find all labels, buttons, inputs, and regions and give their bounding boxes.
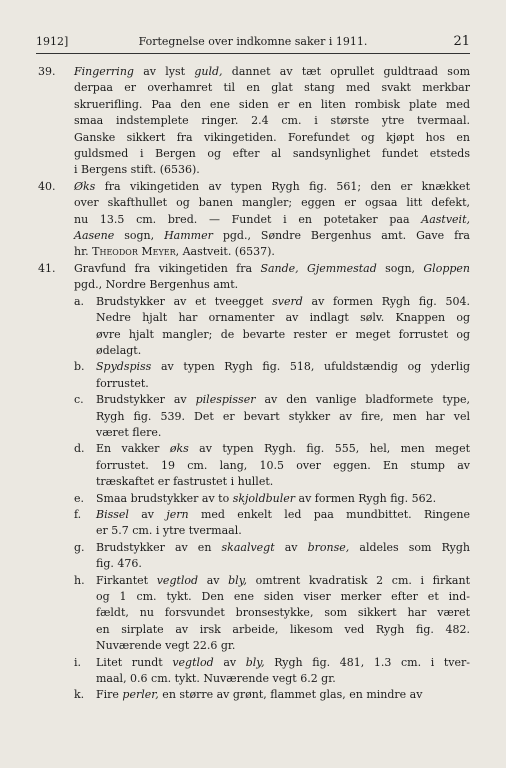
- sub-item-letter: h.: [74, 573, 85, 587]
- sub-item-letter: i.: [74, 655, 82, 669]
- text-line: [96, 622, 470, 638]
- page-number: 21: [453, 34, 470, 49]
- text-run: [299, 262, 307, 275]
- text-run: av: [213, 655, 246, 669]
- text-run: Litet rundt: [96, 655, 173, 669]
- sub-item-letter: g.: [74, 540, 85, 554]
- text-run: smaa indstemplete ringer. 2.4 cm. i største ytre tvermaal.: [74, 114, 470, 128]
- text-line: [96, 343, 470, 359]
- text-run: Theodor Meyer: [92, 245, 176, 259]
- header-year: 1912]: [36, 35, 69, 48]
- text-run: av formen Rygh fig. 504.: [302, 294, 471, 308]
- text-run: nu 13.5 cm. bred. — Fundet i en potetaker paa: [74, 212, 422, 226]
- catalog-sub-item: [38, 359, 470, 392]
- text-line: [74, 195, 470, 211]
- text-run: Brudstykker av en: [96, 540, 222, 554]
- italic-text: jern: [166, 507, 189, 521]
- catalog-entry: [38, 64, 470, 179]
- text-line: [96, 573, 470, 589]
- italic-text: Gjemmestad: [307, 261, 377, 275]
- entry-number: 39.: [38, 65, 56, 78]
- text-line: [96, 474, 470, 490]
- text-run: Rygh fig. 481, 1.3 cm. i tver-: [264, 655, 470, 669]
- catalog-sub-item: [38, 573, 470, 655]
- text-run: forrustet. 19 cm. lang, 10.5 over eggen. En stump av: [96, 458, 470, 472]
- text-run: skruerifling. Paa den ene siden er en liten rombisk plate med: [74, 97, 470, 111]
- text-run: været flere.: [96, 425, 162, 439]
- text-run: pgd., Nordre Bergenhus amt.: [74, 278, 239, 292]
- text-line: [74, 97, 470, 113]
- catalog-sub-item: [38, 392, 470, 441]
- italic-text: bly,: [228, 573, 247, 587]
- catalog-sub-item: [38, 540, 470, 573]
- text-line: [96, 507, 470, 523]
- text-line: [96, 491, 470, 507]
- text-line: [96, 458, 470, 474]
- italic-text: guld,: [194, 65, 223, 78]
- text-run: fra vikingetiden av typen Rygh fig. 561; den er knækket: [95, 179, 470, 193]
- text-run: maal, 0.6 cm. tykt. Nuværende vegt 6.2 gr.: [96, 672, 336, 686]
- text-line: [96, 409, 470, 425]
- catalog-sub-item: [38, 441, 470, 490]
- entry-number: 41.: [38, 261, 56, 275]
- text-line: [96, 392, 470, 408]
- entry-number: 40.: [38, 179, 56, 193]
- text-run: Nuværende vegt 22.6 gr.: [96, 639, 236, 653]
- text-run: træskaftet er fastrustet i hullet.: [96, 475, 274, 489]
- text-run: av lyst: [133, 65, 195, 78]
- italic-text: Øks: [74, 179, 96, 193]
- text-run: av: [128, 507, 167, 521]
- text-run: pgd., Søndre Bergenhus amt. Gave fra: [212, 229, 470, 243]
- catalog-sub-item: [38, 507, 470, 540]
- catalog-sub-item: [38, 491, 470, 507]
- text-line: [96, 441, 470, 457]
- text-run: av formen Rygh fig. 562.: [295, 491, 437, 505]
- text-line: [74, 80, 470, 96]
- text-line: [96, 540, 470, 556]
- text-run: Smaa brudstykker av to: [96, 491, 233, 505]
- sub-item-letter: f.: [74, 507, 82, 521]
- text-run: forrustet.: [96, 376, 149, 390]
- text-line: [96, 556, 470, 572]
- text-run: Rygh fig. 539. Det er bevart stykker av fire, men har vel: [96, 409, 470, 423]
- catalog-entry: [38, 261, 470, 294]
- text-run: Gravfund fra vikingetiden fra: [74, 261, 261, 275]
- catalog-sub-item: [38, 294, 470, 360]
- text-run: ødelagt.: [96, 343, 142, 357]
- italic-text: øks: [169, 442, 189, 456]
- header-rule: [36, 53, 470, 54]
- text-line: [96, 671, 470, 687]
- text-line: [96, 425, 470, 441]
- italic-text: bly,: [245, 655, 265, 669]
- italic-text: Aastveit,: [421, 212, 470, 226]
- text-run: Brudstykker av et tveegget: [96, 294, 273, 308]
- sub-item-letter: e.: [74, 491, 85, 505]
- catalog-sub-item: [38, 655, 470, 688]
- catalog-entry: [38, 179, 470, 261]
- italic-text: Spydspiss: [96, 360, 152, 374]
- text-run: av: [198, 573, 229, 587]
- header-title: Fortegnelse over indkomne saker i 1911.: [138, 35, 368, 48]
- text-run: med enkelt led paa mundbittet. Ringene: [188, 507, 471, 521]
- text-line: [96, 605, 470, 621]
- italic-text: vegtlod: [156, 573, 199, 587]
- catalog-sub-item: [38, 687, 470, 703]
- text-line: [74, 244, 470, 260]
- text-line: [96, 523, 470, 539]
- text-run: Fire: [96, 688, 123, 702]
- text-line: [74, 228, 470, 244]
- text-run: Brudstykker av: [96, 393, 196, 407]
- text-run: omtrent kvadratisk 2 cm. i firkant: [246, 573, 470, 587]
- text-run: av: [274, 540, 308, 554]
- text-run: sogn,: [376, 261, 424, 275]
- text-run: av typen Rygh. fig. 555, hel, men meget: [188, 442, 470, 456]
- text-line: [74, 212, 470, 228]
- text-run: fældt, nu forsvundet bronsestykke, som sikkert har været: [96, 606, 470, 620]
- text-run: fig. 476.: [96, 557, 142, 571]
- text-run: en større av grønt, flammet glas, en mindre av: [158, 688, 423, 702]
- italic-text: sverd: [272, 294, 303, 308]
- text-run: Firkantet: [96, 573, 157, 587]
- italic-text: pilespisser: [195, 393, 256, 407]
- sub-item-letter: c.: [74, 393, 84, 407]
- text-run: aldeles som Rygh: [349, 540, 471, 554]
- text-line: [74, 130, 470, 146]
- text-run: derpaa er overhamret til en glat stang med svakt merkbar: [74, 81, 470, 95]
- text-line: [96, 310, 470, 326]
- italic-text: Aasene: [74, 229, 115, 243]
- text-run: en sirplate av irsk arbeide, likesom ved Rygh fig. 482.: [96, 622, 470, 636]
- italic-text: Bissel: [96, 507, 129, 521]
- text-line: [96, 327, 470, 343]
- italic-text: bronse,: [307, 540, 350, 554]
- italic-text: vegtlod: [172, 655, 214, 669]
- italic-text: skjoldbuler: [232, 491, 296, 505]
- text-run: sogn,: [114, 229, 165, 243]
- text-line: [96, 638, 470, 654]
- italic-text: Fingerring: [74, 65, 134, 78]
- text-run: Ganske sikkert fra vikingetiden. Forefundet og kjøpt hos en: [74, 130, 470, 144]
- text-run: dannet av tæt oprullet guldtraad som: [222, 65, 471, 78]
- text-run: i Bergens stift. (6536).: [74, 163, 200, 177]
- italic-text: Gloppen: [423, 261, 470, 275]
- italic-text: Sande,: [260, 261, 299, 275]
- sub-item-letter: b.: [74, 360, 85, 374]
- text-run: Nedre hjalt har ornamenter av indlagt sølv. Knappen og: [96, 311, 470, 325]
- sub-item-letter: a.: [74, 294, 85, 308]
- text-line: [96, 589, 470, 605]
- text-run: av typen Rygh fig. 518, ufuldstændig og yderlig: [151, 360, 470, 374]
- text-line: [74, 277, 470, 293]
- text-line: [74, 113, 470, 129]
- sub-item-letter: d.: [74, 442, 85, 456]
- text-run: øvre hjalt mangler; de bevarte rester er meget forrustet og: [96, 327, 470, 341]
- text-run: En vakker: [96, 442, 170, 456]
- text-line: [96, 294, 470, 310]
- text-run: er 5.7 cm. i ytre tvermaal.: [96, 524, 242, 538]
- text-line: [74, 179, 470, 195]
- text-run: over skafthullet og banen mangler; eggen er ogsaa litt defekt,: [74, 196, 470, 210]
- text-run: av den vanlige bladformete type,: [255, 393, 470, 407]
- text-line: [96, 687, 470, 703]
- text-run: guldsmed i Bergen og efter al sandsynlighet fundet etsteds: [74, 147, 470, 161]
- running-header: [36, 34, 470, 50]
- text-line: [74, 146, 470, 162]
- text-line: [74, 64, 470, 80]
- text-line: [74, 261, 470, 277]
- text-line: [96, 359, 470, 375]
- text-line: [96, 376, 470, 392]
- document-body: [38, 64, 470, 704]
- italic-text: Hammer: [164, 229, 213, 243]
- text-run: hr.: [74, 245, 93, 259]
- text-line: [96, 655, 470, 671]
- text-line: [74, 162, 470, 178]
- italic-text: skaalvegt: [221, 540, 275, 554]
- sub-item-letter: k.: [74, 688, 85, 702]
- text-run: og 1 cm. tykt. Den ene siden viser merker efter et ind-: [96, 590, 470, 603]
- italic-text: perler,: [122, 688, 159, 702]
- text-run: , Aastveit. (6537).: [175, 245, 275, 259]
